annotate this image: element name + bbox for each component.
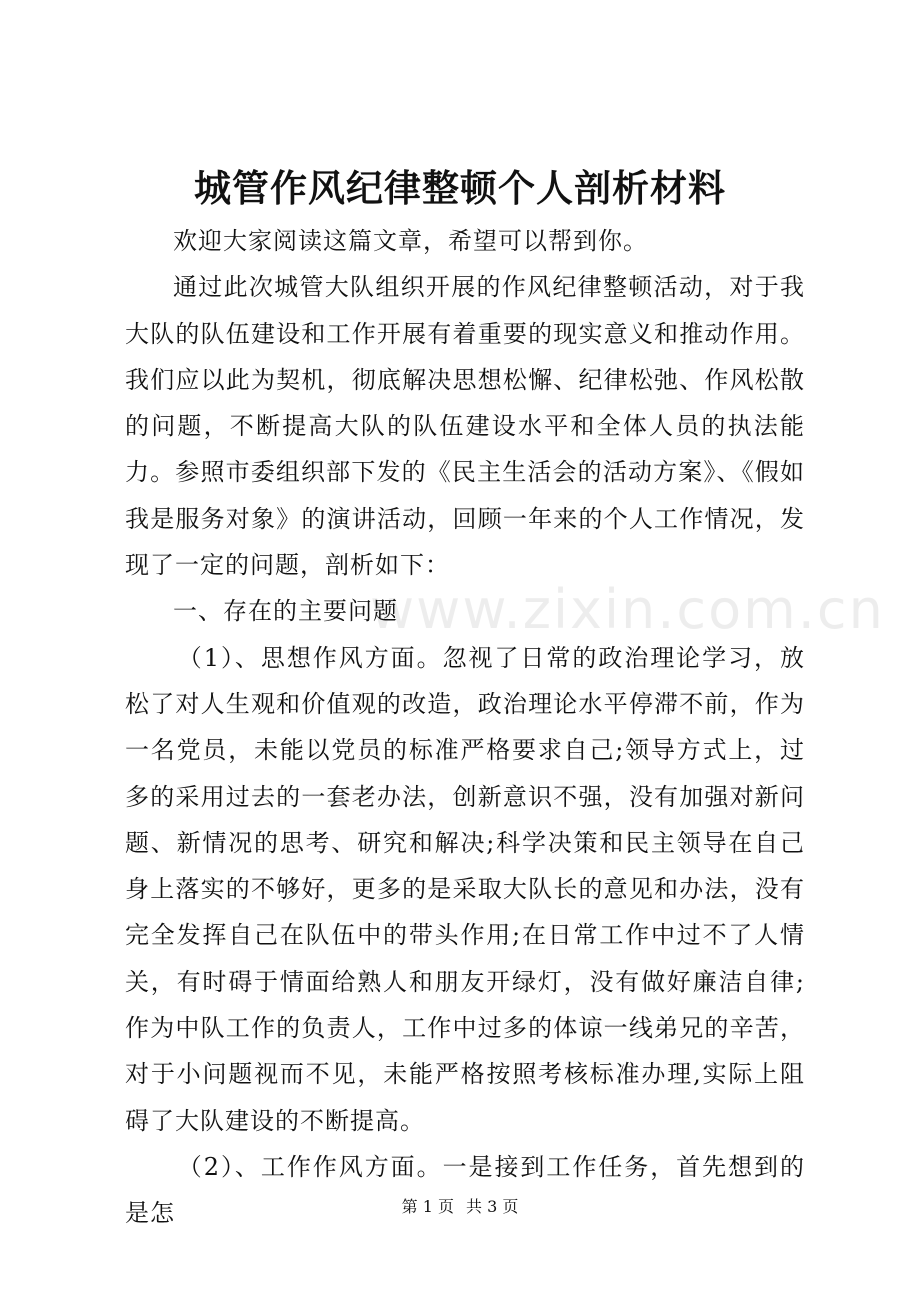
document-body	[125, 218, 805, 1237]
page-number: 第 1 页	[401, 1197, 454, 1216]
page-total: 共 3 页	[466, 1197, 519, 1216]
document-title: 城管作风纪律整顿个人剖析材料	[194, 166, 726, 210]
body-paragraph: （1）、思想作风方面。忽视了日常的政治理论学习，放松了对人生观和价值观的改造，政治理论水平停滞不前，作为一名党员，未能以党员的标准严格要求自己;领导方式上，过多的采用过去的一套老办法，创新意识不强，没有加强对新问题、新情况的思考、研究和解决;科学决策和民主领导在自己身上落实的不够好，更多的是采取大队长的意见和办法，没有完全发挥自己在队伍中的带头作用;在日常工作中过不了人情关，有时碍于情面给熟人和朋友开绿灯，没有做好廉洁自律;作为中队工作的负责人，工作中过多的体谅一线弟兄的辛苦，对于小问题视而不见，未能严格按照考核标准办理,实际上阻碍了大队建设的不断提高。	[125, 643, 805, 1135]
body-paragraph: （2）、工作作风方面。一是接到工作任务，首先想到的是怎	[125, 1152, 805, 1228]
intro-paragraph: 欢迎大家阅读这篇文章，希望可以帮到你。	[173, 227, 648, 255]
body-paragraph: 通过此次城管大队组织开展的作风纪律整顿活动，对于我大队的队伍建设和工作开展有着重要的现实意义和推动作用。我们应以此为契机，彻底解决思想松懈、纪律松弛、作风松散的问题，不断提高大队的队伍建设水平和全体人员的执法能力。参照市委组织部下发的《民主生活会的活动方案》、《假如我是服务对象》的演讲活动，回顾一年来的个人工作情况，发现了一定的问题，剖析如下：	[125, 273, 805, 580]
section-heading: 一、存在的主要问题	[173, 597, 398, 626]
watermark: www.zixin.com.cn	[370, 578, 885, 641]
page-footer	[0, 1196, 920, 1218]
